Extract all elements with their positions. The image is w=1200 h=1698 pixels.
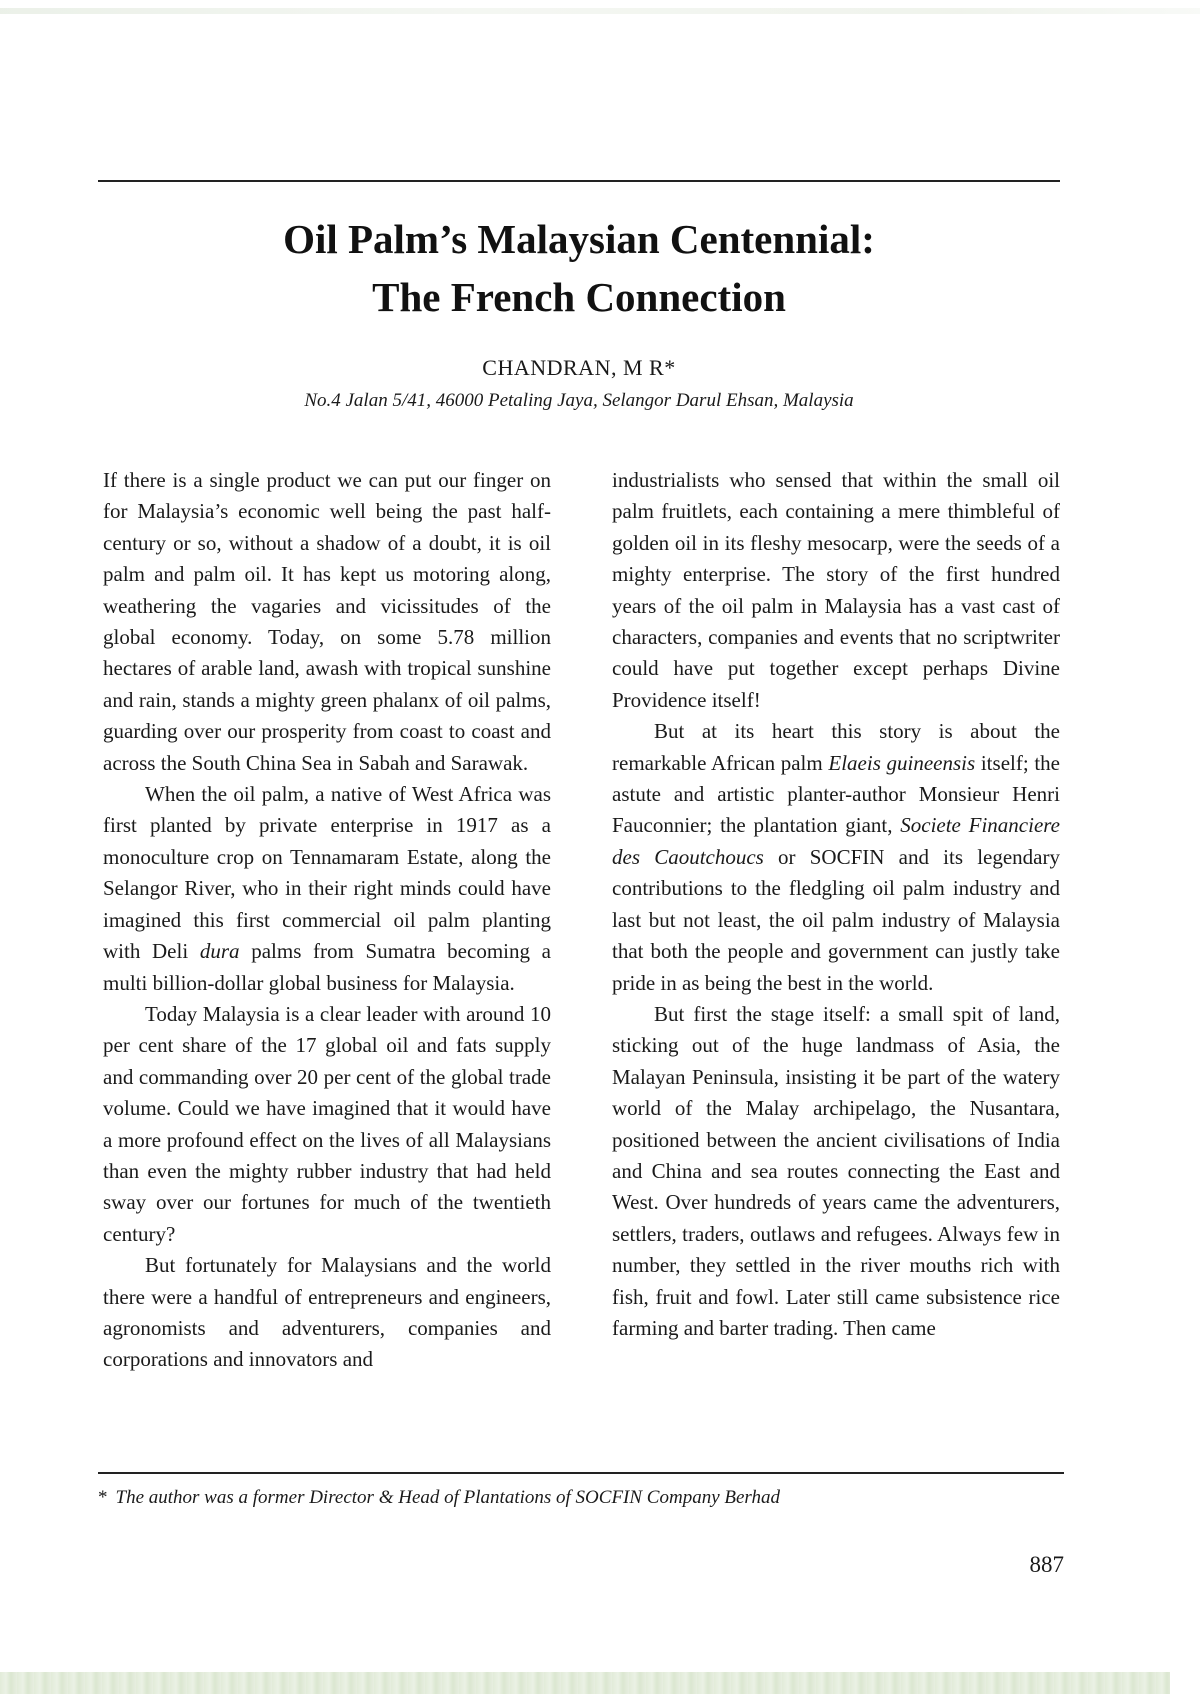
header-rule	[98, 180, 1060, 182]
italic-term-dura: dura	[199, 939, 240, 964]
left-column	[103, 465, 551, 1376]
footnote-rule	[98, 1472, 1064, 1474]
footnote-text: The author was a former Director & Head of Plantations of SOCFIN Company Berhad	[115, 1487, 780, 1508]
paragraph-left-1: If there is a single product we can put our finger on for Malaysia’s economic well being the past half-century or so, without a shadow of a doubt, it is oil palm and palm oil. It has kept us motoring along, weathering the vagaries and vicissitudes of the global economy. Today, on some 5.78 million hectares of arable land, awash with tropical sunshine and rain, stands a mighty green phalanx of oil palms, guarding over our prosperity from coast to coast and across the South China Sea in Sabah and Sarawak.	[103, 468, 551, 775]
italic-term-elaeis: Elaeis guineensis	[828, 750, 976, 775]
scan-edge-bottom	[0, 1672, 1170, 1694]
paragraph-left-3: Today Malaysia is a clear leader with around 10 per cent share of the 17 global oil and fats supply and commanding over 20 per cent of the global trade volume. Could we have imagined that it would have a more profound effect on the lives of all Malaysians than even the mighty rubber industry that had held sway over our fortunes for much of the twentieth century?	[103, 1001, 551, 1246]
paragraph-right-3: But first the stage itself: a small spit of land, sticking out of the huge landmass of Asia, the Malayan Peninsula, insisting it be part of the watery world of the Malay archipelago, the Nusantara, positioned between the ancient civilisations of India and China and sea routes connecting the East and West. Over hundreds of years came the adventurers, settlers, traders, outlaws and refugees. Always few in number, they settled in the river mouths rich with fish, fruit and fowl. Later still came subsistence rice farming and barter trading. Then came	[612, 1001, 1060, 1340]
italic-term-socfin: Societe Financiere des Caoutchoucs	[612, 813, 1060, 869]
footnote-mark: *	[98, 1487, 108, 1508]
article-title	[98, 210, 1060, 326]
title-line-1: Oil Palm’s Malaysian Centennial:	[283, 216, 875, 262]
footnote	[98, 1487, 1064, 1509]
page-number: 887	[1029, 1552, 1064, 1577]
author-name: CHANDRAN, M R*	[482, 355, 676, 380]
paragraph-left-4: But fortunately for Malaysians and the world there were a handful of entrepreneurs and engineers, agronomists and adventurers, companies and corporations and innovators and	[103, 1253, 551, 1372]
title-line-2: The French Connection	[372, 274, 786, 320]
paragraph-right-2: But at its heart this story is about the remarkable African palm Elaeis guineensis itself; the astute and artistic planter-author Monsieur Henri Fauconnier; the plantation giant, Societe Financiere des Caoutchoucs or SOCFIN and its legendary contributions to the fledgling oil palm industry and last but not least, the oil palm industry of Malaysia that both the people and government can justly take pride in as being the best in the world.	[612, 719, 1060, 995]
paragraph-right-1: industrialists who sensed that within the small oil palm fruitlets, each containing a mere thimbleful of golden oil in its fleshy mesocarp, were the seeds of a mighty enterprise. The story of the first hundred years of the oil palm in Malaysia has a vast cast of characters, companies and events that no scriptwriter could have put together except perhaps Divine Providence itself!	[612, 468, 1060, 712]
scan-edge-top	[0, 8, 1200, 14]
author-affiliation: No.4 Jalan 5/41, 46000 Petaling Jaya, Selangor Darul Ehsan, Malaysia	[304, 390, 854, 411]
paragraph-left-2: When the oil palm, a native of West Africa was first planted by private enterprise in 1917 as a monoculture crop on Tennamaram Estate, along the Selangor River, who in their right minds could have imagined this first commercial oil palm planting with Deli dura palms from Sumatra becoming a multi billion-dollar global business for Malaysia.	[103, 782, 551, 995]
right-column	[612, 465, 1060, 1344]
